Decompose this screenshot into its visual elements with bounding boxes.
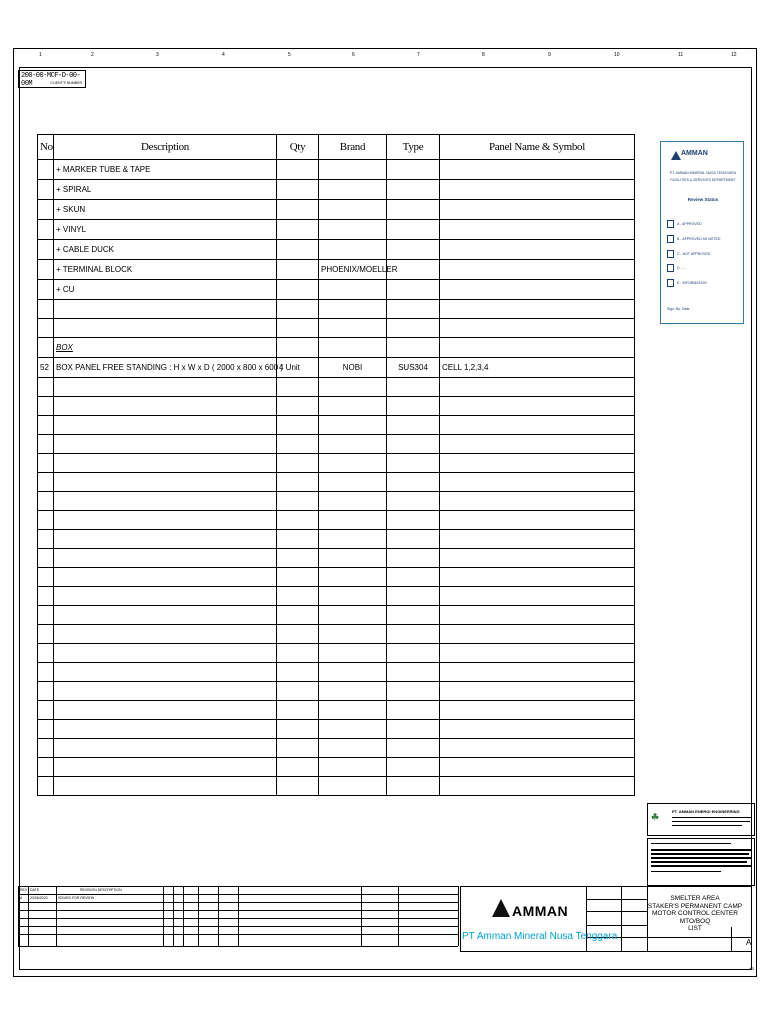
cell-panel-name [440,682,635,701]
cell-no [38,777,54,796]
cell-description [54,378,277,397]
cell-type: SUS304 [387,358,440,378]
cell-brand [319,378,387,397]
cell-qty [277,260,319,280]
cell-type [387,220,440,240]
cell-description: BOX PANEL FREE STANDING : H x W x D ( 2000 x 800 x 600 ) [54,358,277,378]
cell-description [54,587,277,606]
cell-no [38,338,54,358]
review-option-label: D - ... [677,265,686,270]
cell-panel-name [440,549,635,568]
checkbox-icon [667,250,674,258]
grid-tick: 3 [156,52,159,58]
cell-no [38,435,54,454]
grid-tick: 1 [39,52,42,58]
cell-brand [319,338,387,358]
table-row-empty [38,720,635,739]
cell-type [387,300,440,319]
cell-panel-name [440,160,635,180]
cell-brand: PHOENIX/MOELLER [319,260,387,280]
checkbox-icon [667,279,674,287]
cell-panel-name [440,492,635,511]
cell-qty [277,511,319,530]
table-row-empty [38,682,635,701]
table-row-empty [38,435,635,454]
cell-brand [319,663,387,682]
amman-logo-icon [492,899,510,917]
contractor-logo-box [647,803,755,836]
cell-brand [319,758,387,777]
cell-qty [277,492,319,511]
cell-type [387,160,440,180]
grid-tick: 2 [91,52,94,58]
grid-tick: 4 [222,52,225,58]
cell-brand [319,416,387,435]
cell-type [387,549,440,568]
cell-qty [277,378,319,397]
table-row [38,160,635,180]
grid-tick: 6 [352,52,355,58]
cell-panel-name [440,568,635,587]
cell-qty [277,454,319,473]
cell-panel-name [440,260,635,280]
review-stamp-brand: AMMAN [681,150,708,157]
cell-no [38,220,54,240]
cell-type [387,701,440,720]
table-row-empty [38,644,635,663]
cell-no [38,606,54,625]
cell-qty [277,220,319,240]
cell-no [38,300,54,319]
grid-tick: 11 [678,52,684,58]
cell-panel-name [440,606,635,625]
amman-wordmark: AMMAN [512,903,569,919]
cell-no [38,454,54,473]
cell-no [38,260,54,280]
cell-no [38,587,54,606]
table-row-empty [38,701,635,720]
cell-type [387,720,440,739]
table-row [38,280,635,300]
cell-description: + CU [54,280,277,300]
cell-description: + SPIRAL [54,180,277,200]
cell-description [54,454,277,473]
review-stamp-company: PT. AMMAN MINERAL NUSA TENGGARA [669,171,737,175]
table-row-empty [38,777,635,796]
review-option [667,264,686,272]
cell-no [38,473,54,492]
cell-no [38,739,54,758]
cell-qty: 4 Unit [277,358,319,378]
cell-description [54,397,277,416]
title-line: SMELTER AREA [670,895,720,902]
cell-no [38,568,54,587]
cell-no [38,160,54,180]
table-row-empty [38,663,635,682]
cell-qty [277,338,319,358]
cell-type [387,319,440,338]
cell-no [38,280,54,300]
table-row-empty [38,549,635,568]
cell-qty [277,280,319,300]
boq-table [37,134,635,796]
cell-qty [277,720,319,739]
cell-type [387,416,440,435]
cell-qty [277,663,319,682]
cell-brand [319,220,387,240]
cell-no [38,319,54,338]
cell-panel-name [440,378,635,397]
drawing-title [647,895,743,933]
review-option-label: A - APPROVED [677,221,702,226]
cell-no [38,416,54,435]
cell-brand: NOBI [319,358,387,378]
cell-type [387,473,440,492]
cell-qty [277,180,319,200]
cell-description: + VINYL [54,220,277,240]
cell-description [54,530,277,549]
cell-panel-name: CELL 1,2,3,4 [440,358,635,378]
cell-qty [277,568,319,587]
cell-no [38,625,54,644]
cell-panel-name [440,416,635,435]
cell-panel-name [440,319,635,338]
table-row-empty [38,511,635,530]
cell-description [54,568,277,587]
cell-description [54,300,277,319]
checkbox-icon [667,220,674,228]
revision-block [18,886,458,946]
cell-panel-name [440,180,635,200]
cell-qty [277,473,319,492]
cell-type [387,280,440,300]
cell-qty [277,758,319,777]
cell-description: + SKUN [54,200,277,220]
cell-type [387,568,440,587]
cell-type [387,454,440,473]
table-row [38,358,635,378]
cell-panel-name [440,454,635,473]
cell-description: + MARKER TUBE & TAPE [54,160,277,180]
table-row-empty [38,739,635,758]
cell-brand [319,549,387,568]
cell-description [54,549,277,568]
cell-description [54,435,277,454]
cell-description [54,758,277,777]
header-qty: Qty [277,135,319,160]
grid-tick: 8 [482,52,485,58]
cell-panel-name [440,280,635,300]
notes-box [647,838,755,886]
cell-qty [277,240,319,260]
cell-brand [319,530,387,549]
cell-no [38,530,54,549]
cell-no [38,682,54,701]
table-body [38,160,635,796]
table-row-empty [38,625,635,644]
cell-no: 52 [38,358,54,378]
cell-brand [319,568,387,587]
cell-type [387,663,440,682]
cell-type [387,625,440,644]
cell-no [38,200,54,220]
cell-brand [319,606,387,625]
cell-brand [319,200,387,220]
cell-qty [277,435,319,454]
header-type: Type [387,135,440,160]
table-row [38,220,635,240]
cell-panel-name [440,720,635,739]
table-row-empty [38,492,635,511]
cell-panel-name [440,644,635,663]
cell-qty [277,160,319,180]
cell-description [54,492,277,511]
table-row-empty [38,587,635,606]
cell-type [387,606,440,625]
cell-type [387,739,440,758]
cell-type [387,511,440,530]
document-number: 200-00-MCF-D-00-00M [21,72,81,88]
cell-brand [319,739,387,758]
title-line: LIST [688,925,702,932]
cell-brand [319,511,387,530]
header-brand: Brand [319,135,387,160]
cell-no [38,180,54,200]
cell-type [387,587,440,606]
cell-type [387,180,440,200]
grid-tick: 5 [288,52,291,58]
cell-description: + CABLE DUCK [54,240,277,260]
rev-date: 23/06/2023 [30,896,48,900]
review-status-stamp [660,141,744,324]
cell-panel-name [440,473,635,492]
cell-type [387,435,440,454]
grid-tick: 10 [614,52,620,58]
cell-panel-name [440,300,635,319]
cell-no [38,511,54,530]
cell-panel-name [440,435,635,454]
cell-type [387,378,440,397]
cell-brand [319,701,387,720]
cell-panel-name [440,663,635,682]
grid-tick: 12 [731,52,737,58]
table-row [38,338,635,358]
cell-panel-name [440,200,635,220]
cell-qty [277,549,319,568]
cell-brand [319,720,387,739]
table-row [38,200,635,220]
cell-panel-name [440,739,635,758]
cell-description: BOX [54,338,277,358]
cell-type [387,338,440,358]
cell-type [387,492,440,511]
cell-brand [319,319,387,338]
cell-description [54,511,277,530]
title-line: STAKER'S PERMANENT CAMP [647,902,743,910]
cell-no [38,378,54,397]
cell-brand [319,625,387,644]
review-option-label: C - NOT APPROVED [677,251,711,256]
cell-brand [319,587,387,606]
cell-brand [319,180,387,200]
review-stamp-title: Review Status [687,197,719,202]
table-row [38,180,635,200]
table-row-empty [38,416,635,435]
cell-no [38,720,54,739]
cell-qty [277,682,319,701]
grid-ticks-top [13,52,757,60]
table-row-empty [38,397,635,416]
rev-header: REV [20,888,28,892]
rev-value: A [20,896,23,900]
review-option [667,220,702,228]
table-row-empty [38,473,635,492]
cell-no [38,397,54,416]
cell-qty [277,319,319,338]
cell-description [54,416,277,435]
cell-no [38,492,54,511]
cell-type [387,397,440,416]
cell-description [54,473,277,492]
cell-type [387,682,440,701]
cell-brand [319,644,387,663]
table-row [38,260,635,280]
cell-qty [277,644,319,663]
contractor-name: PT. AMMAN ENERGI ENGINEERING [672,809,740,814]
review-stamp-department: FACILITIES & SERVICES DEPARTMENT [670,178,736,182]
grid-tick: 7 [417,52,420,58]
cell-no [38,758,54,777]
cell-no [38,701,54,720]
cell-description [54,739,277,758]
cell-description [54,663,277,682]
cell-description [54,701,277,720]
rev-description: ISSUED FOR REVIEW [58,896,95,900]
cell-description: + TERMINAL BLOCK [54,260,277,280]
cell-no [38,549,54,568]
cell-panel-name [440,530,635,549]
cell-qty [277,300,319,319]
review-option-label: E - INFORMATION [677,280,707,285]
cell-qty [277,397,319,416]
cell-description [54,606,277,625]
cell-brand [319,280,387,300]
header-no: No [38,135,54,160]
review-option [667,250,710,258]
cell-qty [277,625,319,644]
title-line: MOTOR CONTROL CENTER MTO/BOQ [652,910,738,925]
cell-panel-name [440,777,635,796]
cell-type [387,644,440,663]
cell-brand [319,397,387,416]
cell-qty [277,200,319,220]
table-row-empty [38,606,635,625]
cell-no [38,240,54,260]
description-header: REVISION DESCRIPTION [80,888,122,892]
header-description: Description [54,135,277,160]
checkbox-icon [667,235,674,243]
cell-no [38,663,54,682]
amman-logo-icon [671,151,681,160]
cell-panel-name [440,587,635,606]
cell-panel-name [440,701,635,720]
cell-brand [319,435,387,454]
review-option-label: B - APPROVED AS NOTED [677,236,721,241]
cell-description [54,777,277,796]
cell-qty [277,777,319,796]
cell-brand [319,777,387,796]
cell-brand [319,682,387,701]
cell-description [54,682,277,701]
cell-brand [319,300,387,319]
cell-type [387,777,440,796]
document-number-caption: CLIENT'S NUMBER [50,81,82,85]
cell-panel-name [440,511,635,530]
document-number-box [18,70,86,88]
cell-panel-name [440,220,635,240]
table-header-row [38,135,635,160]
cell-qty [277,701,319,720]
cell-description [54,319,277,338]
cell-description [54,720,277,739]
company-name: PT Amman Mineral Nusa Tenggara [462,931,618,942]
cell-panel-name [440,240,635,260]
cell-brand [319,240,387,260]
cell-type [387,200,440,220]
cell-qty [277,606,319,625]
cell-qty [277,416,319,435]
cell-qty [277,587,319,606]
cell-qty [277,739,319,758]
table-row-empty [38,530,635,549]
cell-brand [319,160,387,180]
table-row [38,240,635,260]
table-row [38,319,635,338]
grid-tick: 9 [548,52,551,58]
review-option [667,235,720,243]
cell-brand [319,454,387,473]
cell-description [54,644,277,663]
cell-panel-name [440,338,635,358]
cell-brand [319,492,387,511]
table-row-empty [38,454,635,473]
review-option [667,279,707,287]
aee-logo-icon: ☘ [651,812,660,822]
cell-panel-name [440,397,635,416]
table-row [38,300,635,319]
checkbox-icon [667,264,674,272]
cell-no [38,644,54,663]
table-row-empty [38,568,635,587]
cell-panel-name [440,758,635,777]
cell-type [387,240,440,260]
cell-brand [319,473,387,492]
table-row-empty [38,758,635,777]
table-row-empty [38,378,635,397]
sheet-size: A3 [749,966,754,971]
cell-description [54,625,277,644]
review-sign-line: Sign: By: Date: [667,307,691,311]
date-header: DATE [30,888,40,892]
cell-panel-name [440,625,635,644]
cell-type [387,530,440,549]
cell-type [387,758,440,777]
header-panel-name: Panel Name & Symbol [440,135,635,160]
cell-qty [277,530,319,549]
title-block-rev: A [746,938,752,947]
